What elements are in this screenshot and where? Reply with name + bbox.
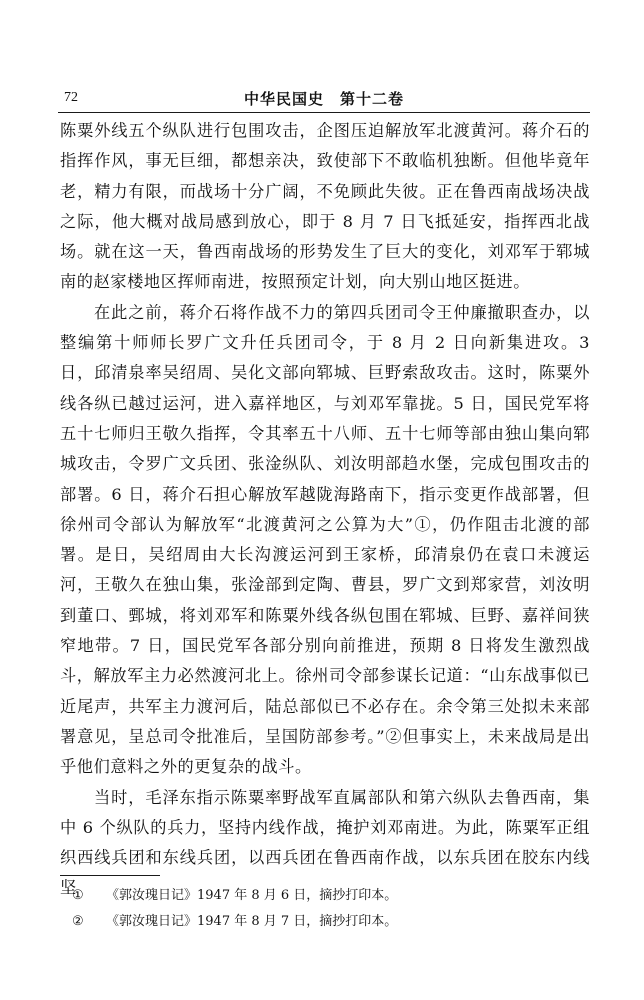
page-number: 72: [64, 90, 78, 105]
footnote-marker: ②: [72, 914, 84, 929]
footnote-text: 《郭汝瑰日记》1947 年 8 月 6 日，摘抄打印本。: [106, 888, 398, 903]
footnote: [72, 883, 572, 909]
footnote: [72, 909, 572, 935]
footnote-marker: ①: [72, 888, 84, 903]
footnote-rule: [60, 875, 160, 876]
page-header: [58, 86, 590, 113]
body-text: [60, 116, 590, 904]
paragraph: 当时，毛泽东指示陈粟率野战军直属部队和第六纵队去鲁西南，集中 6 个纵队的兵力，坚持内线作战，掩护刘邓南进。为此，陈粟军正组织西线兵团和东线兵团，以西兵团在鲁西南作战，以东兵团在胶东内线坚: [60, 787, 590, 898]
running-head: 中华民国史 第十二卷: [243, 90, 404, 108]
paragraph: 陈粟外线五个纵队进行包围攻击，企图压迫解放军北渡黄河。蒋介石的指挥作风，事无巨细，都想亲决，致使部下不敢临机独断。但他毕竟年老，精力有限，而战场十分广阔，不免顾此失彼。正在鲁西南战场决战之际，他大概对战局感到放心，即于 8 月 7 日飞抵延安，指挥西北战场。就在这一天，鲁西南战场的形势发生了巨大的变化，刘邓军于郓城南的赵家楼地区挥师南进，按照预定计划，向大别山地区挺进。: [60, 121, 590, 292]
footnotes: [72, 883, 572, 935]
paragraph: 在此之前，蒋介石将作战不力的第四兵团司令王仲廉撤职查办，以整编第十师师长罗广文升任兵团司令，于 8 月 2 日向新集进攻。3 日，邱清泉率吴绍周、吴化文部向郓城、巨野索敌攻击。这时，陈粟外线各纵已越过运河，进入嘉祥地区，与刘邓军靠拢。5 日，国民党军将五十七师归王敬久指挥，令其率五十八师、五十七师等部由独山集向郓城攻击，令罗广文兵团、张淦纵队、刘汝明部趋水堡，完成包围攻击的部署。6 日，蒋介石担心解放军越陇海路南下，指示变更作战部署，但徐州司令部认为解放军“北渡黄河之公算为大”①，仍作阻击北渡的部署。是日，吴绍周由大长沟渡运河到王家桥，邱清泉仍在袁口未渡运河，王敬久在独山集，张淦部到定陶、曹县，罗广文到郑家营，刘汝明到董口、鄄城，将刘邓军和陈粟外线各纵包围在郓城、巨野、嘉祥间狭窄地带。7 日，国民党军各部分别向前推进，预期 8 日将发生激烈战斗，解放军主力必然渡河北上。徐州司令部参谋长记道：“山东战事似已近尾声，共军主力渡河后，陆总部似已不必存在。余令第三处拟未来部署意见，呈总司令批准后，呈国防部参考。”②但事实上，未来战局是出乎他们意料之外的更复杂的战斗。: [60, 302, 590, 777]
footnote-text: 《郭汝瑰日记》1947 年 8 月 7 日，摘抄打印本。: [106, 914, 398, 929]
